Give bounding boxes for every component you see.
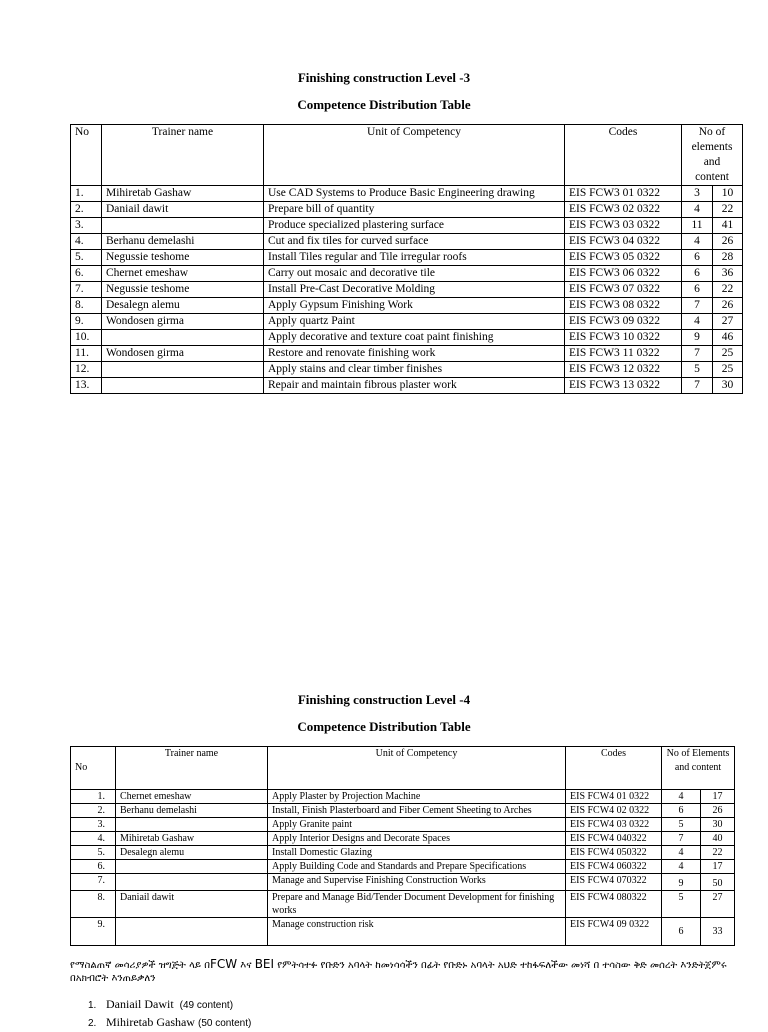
code-cell: EIS FCW3 11 0322: [565, 346, 682, 362]
content-count-cell: 50: [701, 874, 735, 891]
unit-of-competency-cell: Manage and Supervise Finishing Construction Works: [268, 874, 566, 891]
trainer-name-cell: Chernet emeshaw: [116, 790, 268, 804]
trainer-name-cell: Negussie teshome: [102, 282, 264, 298]
content-count-cell: 33: [701, 918, 735, 946]
row-number: 11.: [71, 346, 102, 362]
table-row: [71, 362, 743, 378]
row-number: 10.: [71, 330, 102, 346]
elements-count-cell: 11: [682, 218, 713, 234]
content-count-cell: 28: [713, 250, 743, 266]
table-row: [71, 266, 743, 282]
unit-of-competency-cell: Apply Gypsum Finishing Work: [264, 298, 565, 314]
code-cell: EIS FCW4 01 0322: [566, 790, 662, 804]
row-number: 7.: [71, 282, 102, 298]
code-cell: EIS FCW4 080322: [566, 891, 662, 918]
row-number: 5.: [71, 846, 116, 860]
code-cell: EIS FCW4 050322: [566, 846, 662, 860]
trainer-name-cell: Daniail dawit: [116, 891, 268, 918]
trainer-name-cell: [102, 378, 264, 394]
elements-count-cell: 5: [662, 818, 701, 832]
content-count-cell: 17: [701, 860, 735, 874]
unit-of-competency-cell: Apply quartz Paint: [264, 314, 565, 330]
content-count-cell: 17: [701, 790, 735, 804]
code-cell: EIS FCW4 060322: [566, 860, 662, 874]
elements-count-cell: 4: [662, 860, 701, 874]
table-row: [71, 860, 735, 874]
content-count-cell: 30: [701, 818, 735, 832]
code-cell: EIS FCW3 01 0322: [565, 186, 682, 202]
elements-count-cell: 6: [662, 918, 701, 946]
table-row: [71, 846, 735, 860]
row-number: 2.: [71, 202, 102, 218]
row-number: 3.: [71, 218, 102, 234]
note-part2: እና: [237, 960, 255, 971]
content-count-cell: 40: [701, 832, 735, 846]
person-name: Mihiretab Gashaw: [106, 1015, 195, 1029]
unit-of-competency-cell: Prepare bill of quantity: [264, 202, 565, 218]
code-cell: EIS FCW3 09 0322: [565, 314, 682, 330]
trainer-name-cell: Wondosen girma: [102, 314, 264, 330]
table-row: [71, 874, 735, 891]
elements-count-cell: 7: [662, 832, 701, 846]
table-row: [71, 891, 735, 918]
row-number: 3.: [71, 818, 116, 832]
trainer-name-cell: Chernet emeshaw: [102, 266, 264, 282]
level4-competence-table: [70, 746, 735, 946]
table-row: [71, 186, 743, 202]
elements-count-cell: 5: [662, 891, 701, 918]
code-cell: EIS FCW3 02 0322: [565, 202, 682, 218]
content-count-cell: 36: [713, 266, 743, 282]
code-cell: EIS FCW4 03 0322: [566, 818, 662, 832]
trainer-name-cell: Desalegn alemu: [102, 298, 264, 314]
table-row: [71, 234, 743, 250]
person-content-count: (50 content): [197, 1018, 252, 1029]
unit-of-competency-cell: Apply Granite paint: [268, 818, 566, 832]
code-cell: EIS FCW3 03 0322: [565, 218, 682, 234]
list-number: 2.: [88, 1018, 97, 1029]
content-count-cell: 22: [701, 846, 735, 860]
table-row: [71, 282, 743, 298]
code-cell: EIS FCW3 05 0322: [565, 250, 682, 266]
code-cell: EIS FCW3 06 0322: [565, 266, 682, 282]
trainer-name-cell: [116, 874, 268, 891]
content-count-cell: 46: [713, 330, 743, 346]
header-no: No: [71, 125, 102, 186]
level4-table-body: [71, 790, 735, 946]
trainer-name-cell: [116, 918, 268, 946]
content-count-cell: 25: [713, 346, 743, 362]
row-number: 5.: [71, 250, 102, 266]
table-row: [71, 218, 743, 234]
code-cell: EIS FCW4 09 0322: [566, 918, 662, 946]
code-cell: EIS FCW3 10 0322: [565, 330, 682, 346]
table-row: [71, 832, 735, 846]
trainer-name-cell: Mihiretab Gashaw: [116, 832, 268, 846]
code-cell: EIS FCW3 07 0322: [565, 282, 682, 298]
unit-of-competency-cell: Install Tiles regular and Tile irregular roofs: [264, 250, 565, 266]
table-row: [71, 250, 743, 266]
elements-count-cell: 4: [662, 790, 701, 804]
row-number: 12.: [71, 362, 102, 378]
row-number: 9.: [71, 314, 102, 330]
note-part1: የማስልጠኛ መሳሪያዎች ዝግጅት ላይ በ: [70, 960, 210, 971]
header-elements-content: No of elements and content: [682, 125, 743, 186]
header-codes: Codes: [565, 125, 682, 186]
trainer-name-cell: Desalegn alemu: [116, 846, 268, 860]
row-number: 7.: [71, 874, 116, 891]
header-unit-of-competency: Unit of Competency: [264, 125, 565, 186]
level4-subtitle: Competence Distribution Table: [297, 719, 471, 734]
level4-title: Finishing construction Level -4: [297, 692, 471, 707]
unit-of-competency-cell: Produce specialized plastering surface: [264, 218, 565, 234]
code-cell: EIS FCW4 02 0322: [566, 804, 662, 818]
table-header-row: [71, 747, 735, 790]
header-elements-content: No of Elements and content: [662, 747, 735, 790]
code-cell: EIS FCW3 12 0322: [565, 362, 682, 378]
unit-of-competency-cell: Restore and renovate finishing work: [264, 346, 565, 362]
unit-of-competency-cell: Install, Finish Plasterboard and Fiber Cement Sheeting to Arches: [268, 804, 566, 818]
trainer-name-cell: [102, 362, 264, 378]
assigned-persons-list: [88, 996, 251, 1032]
content-count-cell: 27: [701, 891, 735, 918]
trainer-name-cell: Daniail dawit: [102, 202, 264, 218]
elements-count-cell: 9: [662, 874, 701, 891]
list-item: [88, 996, 251, 1014]
table-row: [71, 378, 743, 394]
header-no: No: [71, 747, 116, 790]
elements-count-cell: 6: [682, 250, 713, 266]
row-number: 4.: [71, 234, 102, 250]
unit-of-competency-cell: Cut and fix tiles for curved surface: [264, 234, 565, 250]
amharic-note: [70, 958, 750, 985]
row-number: 6.: [71, 860, 116, 874]
person-content-count: (49 content): [179, 1000, 234, 1011]
trainer-name-cell: [102, 330, 264, 346]
row-number: 2.: [71, 804, 116, 818]
table-row: [71, 804, 735, 818]
row-number: 6.: [71, 266, 102, 282]
unit-of-competency-cell: Install Domestic Glazing: [268, 846, 566, 860]
unit-of-competency-cell: Prepare and Manage Bid/Tender Document Development for finishing works: [268, 891, 566, 918]
trainer-name-cell: Mihiretab Gashaw: [102, 186, 264, 202]
level3-subtitle: Competence Distribution Table: [297, 97, 471, 112]
unit-of-competency-cell: Repair and maintain fibrous plaster work: [264, 378, 565, 394]
row-number: 1.: [71, 186, 102, 202]
elements-count-cell: 4: [662, 846, 701, 860]
note-part3: የምትሳተፉ የቡድን አባላት ከመነሳሳችን በፊት የቡድኑ አባላት አህድ ተከፋፍለችው መነሻ በ ተሳስው ቅድ መሰረት እንድትጀምሩ በአክብሮት እንጠይቃለን: [70, 960, 727, 984]
row-number: 8.: [71, 891, 116, 918]
header-trainer-name: Trainer name: [116, 747, 268, 790]
table-row: [71, 314, 743, 330]
code-cell: EIS FCW3 04 0322: [565, 234, 682, 250]
table-row: [71, 298, 743, 314]
unit-of-competency-cell: Apply Building Code and Standards and Prepare Specifications: [268, 860, 566, 874]
code-cell: EIS FCW4 040322: [566, 832, 662, 846]
row-number: 9.: [71, 918, 116, 946]
person-name: Daniail Dawit: [106, 997, 174, 1011]
content-count-cell: 25: [713, 362, 743, 378]
row-number: 1.: [71, 790, 116, 804]
content-count-cell: 26: [713, 234, 743, 250]
unit-of-competency-cell: Use CAD Systems to Produce Basic Engineering drawing: [264, 186, 565, 202]
row-number: 4.: [71, 832, 116, 846]
header-trainer-name: Trainer name: [102, 125, 264, 186]
content-count-cell: 26: [701, 804, 735, 818]
elements-count-cell: 7: [682, 346, 713, 362]
elements-count-cell: 9: [682, 330, 713, 346]
content-count-cell: 41: [713, 218, 743, 234]
unit-of-competency-cell: Apply Plaster by Projection Machine: [268, 790, 566, 804]
row-number: 8.: [71, 298, 102, 314]
elements-count-cell: 6: [682, 282, 713, 298]
elements-count-cell: 4: [682, 314, 713, 330]
header-unit-of-competency: Unit of Competency: [268, 747, 566, 790]
list-item: [88, 1014, 251, 1032]
elements-count-cell: 3: [682, 186, 713, 202]
unit-of-competency-cell: Apply decorative and texture coat paint finishing: [264, 330, 565, 346]
list-number: 1.: [88, 1000, 97, 1011]
note-bei: BEI: [254, 957, 275, 971]
elements-count-cell: 5: [682, 362, 713, 378]
elements-count-cell: 7: [682, 378, 713, 394]
elements-count-cell: 6: [662, 804, 701, 818]
note-fcw: FCW: [209, 957, 238, 971]
unit-of-competency-cell: Install Pre-Cast Decorative Molding: [264, 282, 565, 298]
content-count-cell: 27: [713, 314, 743, 330]
trainer-name-cell: Berhanu demelashi: [116, 804, 268, 818]
unit-of-competency-cell: Manage construction risk: [268, 918, 566, 946]
table-row: [71, 790, 735, 804]
header-codes: Codes: [566, 747, 662, 790]
content-count-cell: 10: [713, 186, 743, 202]
unit-of-competency-cell: Apply Interior Designs and Decorate Spaces: [268, 832, 566, 846]
trainer-name-cell: Berhanu demelashi: [102, 234, 264, 250]
trainer-name-cell: [116, 860, 268, 874]
trainer-name-cell: Negussie teshome: [102, 250, 264, 266]
trainer-name-cell: [116, 818, 268, 832]
code-cell: EIS FCW3 13 0322: [565, 378, 682, 394]
unit-of-competency-cell: Apply stains and clear timber finishes: [264, 362, 565, 378]
table-row: [71, 918, 735, 946]
level3-table-body: [71, 186, 743, 394]
elements-count-cell: 7: [682, 298, 713, 314]
elements-count-cell: 4: [682, 202, 713, 218]
content-count-cell: 22: [713, 202, 743, 218]
trainer-name-cell: Wondosen girma: [102, 346, 264, 362]
table-header-row: [71, 125, 743, 186]
row-number: 13.: [71, 378, 102, 394]
elements-count-cell: 4: [682, 234, 713, 250]
level3-competence-table: [70, 124, 743, 394]
level3-title: Finishing construction Level -3: [297, 70, 471, 85]
code-cell: EIS FCW3 08 0322: [565, 298, 682, 314]
table-row: [71, 818, 735, 832]
content-count-cell: 22: [713, 282, 743, 298]
table-row: [71, 330, 743, 346]
trainer-name-cell: [102, 218, 264, 234]
elements-count-cell: 6: [682, 266, 713, 282]
unit-of-competency-cell: Carry out mosaic and decorative tile: [264, 266, 565, 282]
table-row: [71, 346, 743, 362]
code-cell: EIS FCW4 070322: [566, 874, 662, 891]
table-row: [71, 202, 743, 218]
content-count-cell: 26: [713, 298, 743, 314]
content-count-cell: 30: [713, 378, 743, 394]
